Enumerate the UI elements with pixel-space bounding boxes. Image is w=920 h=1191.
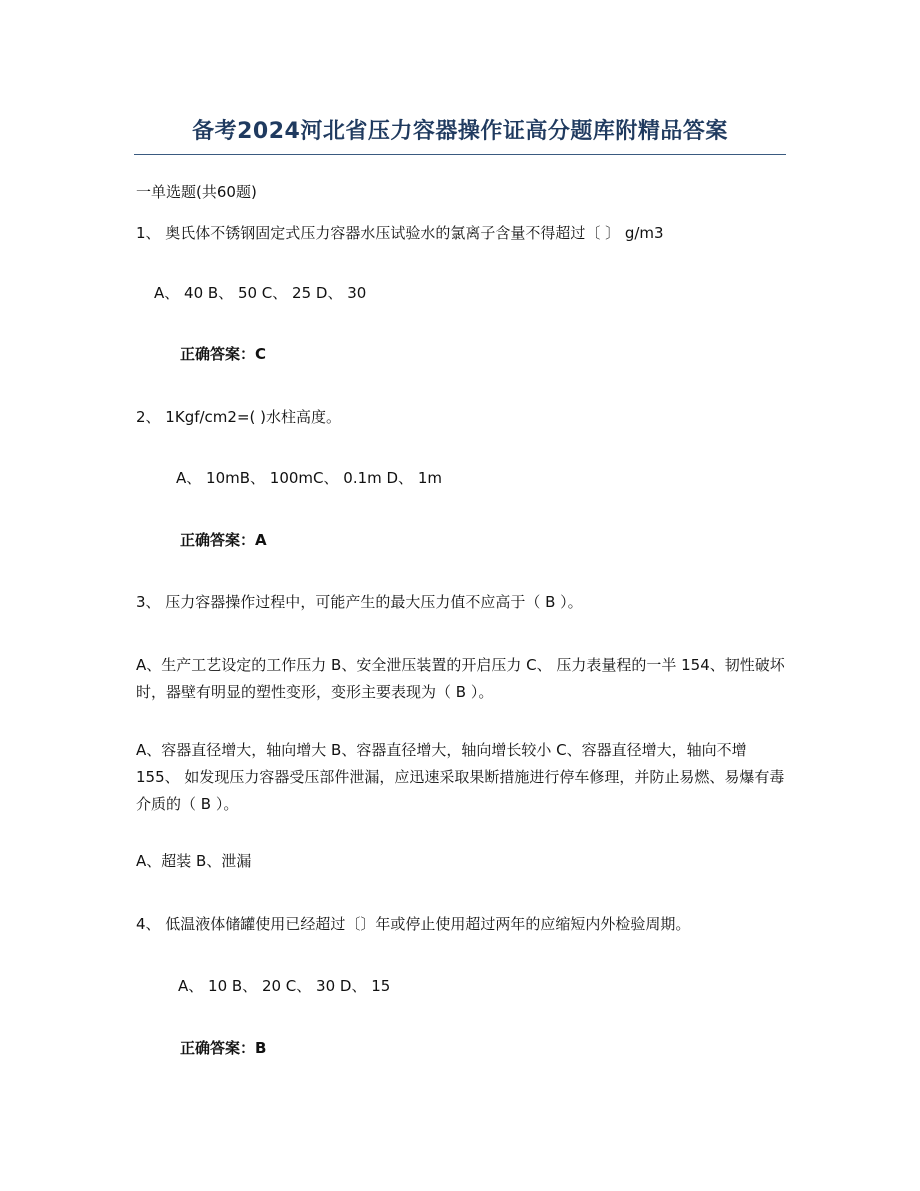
question-3-block-b: A、容器直径增大，轴向增大 B、容器直径增大，轴向增长较小 C、容器直径增大，轴向不增 155、 如发现压力容器受压部件泄漏，应迅速采取果断措施进行停车修理，并防止易燃、易爆有毒介质的（ B ）。 [136, 741, 785, 813]
title-underline [134, 154, 786, 155]
question-1-options: A、 40 B、 50 C、 25 D、 30 [154, 284, 367, 302]
question-3-stem: 3、 压力容器操作过程中，可能产生的最大压力值不应高于（ B ）。 [136, 593, 583, 611]
answer-label: 正确答案： [180, 531, 256, 549]
answer-label: 正确答案： [180, 345, 256, 363]
question-3-block-c: A、超装 B、泄漏 [136, 852, 252, 870]
answer-value: B [255, 1039, 267, 1057]
section-heading: 一单选题(共60题) [136, 183, 257, 201]
answer-label: 正确答案： [180, 1039, 256, 1057]
question-4-stem: 4、 低温液体储罐使用已经超过〔〕年或停止使用超过两年的应缩短内外检验周期。 [136, 915, 691, 933]
question-1-stem: 1、 奥氏体不锈钢固定式压力容器水压试验水的氯离子含量不得超过〔 〕 g/m3 [136, 224, 664, 242]
page-title: 备考2024河北省压力容器操作证高分题库附精品答案 [192, 119, 728, 144]
question-2-answer [180, 527, 267, 553]
question-2-options: A、 10mB、 100mC、 0.1m D、 1m [176, 469, 442, 487]
question-2-stem: 2、 1Kgf/cm2=( )水柱高度。 [136, 408, 341, 426]
answer-value: A [255, 531, 267, 549]
question-1-answer [180, 341, 266, 367]
question-3-block-a: A、生产工艺设定的工作压力 B、安全泄压装置的开启压力 C、 压力表量程的一半 154、韧性破坏时，器壁有明显的塑性变形，变形主要表现为（ B ）。 [136, 656, 785, 701]
answer-value: C [255, 345, 267, 363]
question-4-options: A、 10 B、 20 C、 30 D、 15 [178, 977, 391, 995]
question-4-answer [180, 1035, 266, 1061]
